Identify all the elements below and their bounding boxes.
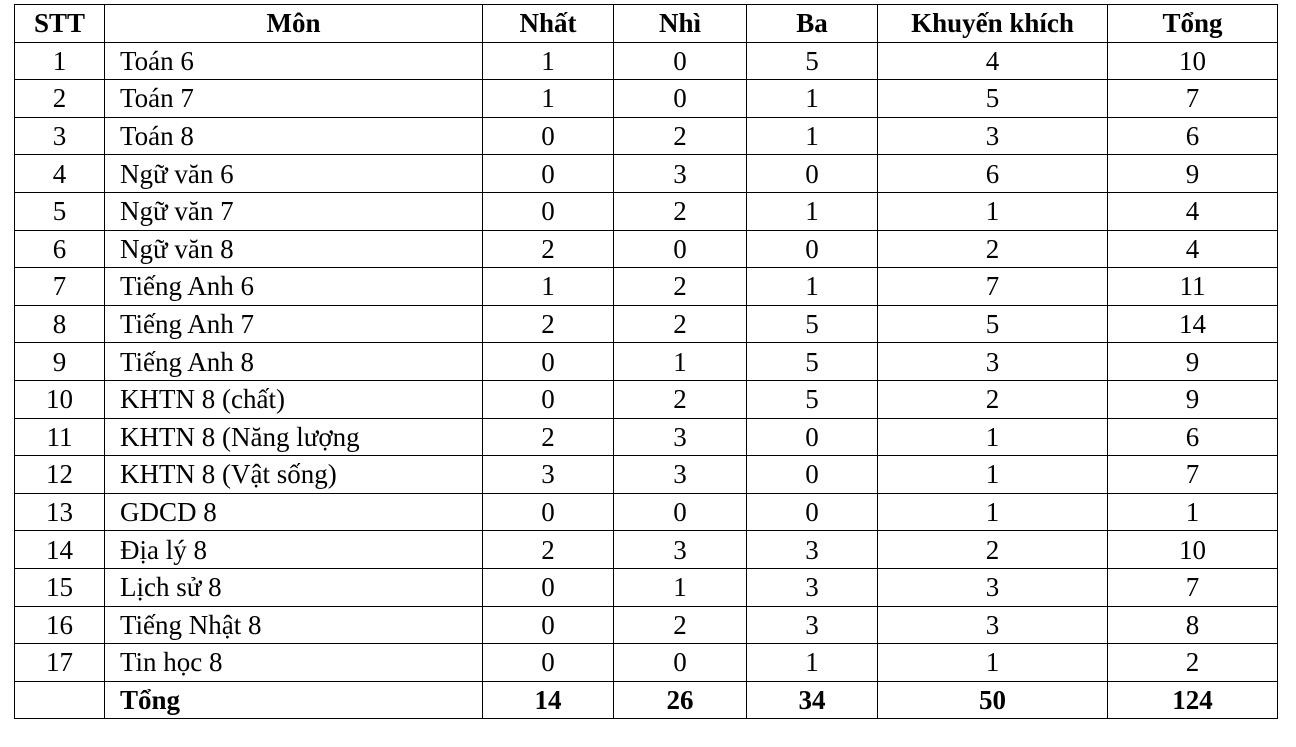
cell-first-prize: 0	[483, 343, 614, 381]
total-label: Tổng	[105, 681, 483, 719]
cell-encouragement-prize: 2	[878, 380, 1108, 418]
cell-stt: 9	[15, 343, 105, 381]
cell-subject: GDCD 8	[105, 493, 483, 531]
cell-encouragement-prize: 6	[878, 155, 1108, 193]
cell-subject: Ngữ văn 6	[105, 155, 483, 193]
table-row	[15, 380, 1278, 418]
table-row	[15, 606, 1278, 644]
cell-first-prize: 0	[483, 192, 614, 230]
cell-subject: Ngữ văn 7	[105, 192, 483, 230]
cell-subject: Toán 8	[105, 117, 483, 155]
cell-first-prize: 0	[483, 568, 614, 606]
cell-total: 4	[1108, 192, 1278, 230]
cell-total: 2	[1108, 644, 1278, 682]
cell-total: 11	[1108, 268, 1278, 306]
cell-subject: Toán 7	[105, 80, 483, 118]
cell-third-prize: 5	[747, 343, 878, 381]
header-second-prize: Nhì	[614, 5, 747, 43]
cell-stt: 11	[15, 418, 105, 456]
cell-second-prize: 2	[614, 305, 747, 343]
cell-stt: 6	[15, 230, 105, 268]
table-row	[15, 493, 1278, 531]
cell-first-prize: 0	[483, 493, 614, 531]
table-row	[15, 644, 1278, 682]
cell-third-prize: 1	[747, 80, 878, 118]
cell-stt: 8	[15, 305, 105, 343]
cell-third-prize: 5	[747, 305, 878, 343]
cell-stt: 10	[15, 380, 105, 418]
cell-total: 8	[1108, 606, 1278, 644]
cell-first-prize: 3	[483, 456, 614, 494]
award-results-table	[14, 4, 1278, 719]
cell-second-prize: 2	[614, 380, 747, 418]
cell-stt: 13	[15, 493, 105, 531]
cell-subject: Tiếng Anh 7	[105, 305, 483, 343]
cell-second-prize: 0	[614, 230, 747, 268]
cell-encouragement-prize: 3	[878, 568, 1108, 606]
cell-encouragement-prize: 3	[878, 343, 1108, 381]
cell-subject: Lịch sử 8	[105, 568, 483, 606]
cell-first-prize: 2	[483, 230, 614, 268]
cell-subject: Ngữ văn 8	[105, 230, 483, 268]
cell-first-prize: 1	[483, 42, 614, 80]
cell-third-prize: 1	[747, 117, 878, 155]
cell-encouragement-prize: 7	[878, 268, 1108, 306]
cell-stt: 12	[15, 456, 105, 494]
cell-total: 10	[1108, 42, 1278, 80]
cell-subject: Toán 6	[105, 42, 483, 80]
cell-second-prize: 3	[614, 418, 747, 456]
cell-second-prize: 1	[614, 568, 747, 606]
cell-total: 6	[1108, 418, 1278, 456]
cell-encouragement-prize: 5	[878, 305, 1108, 343]
header-subject: Môn	[105, 5, 483, 43]
cell-first-prize: 0	[483, 155, 614, 193]
cell-subject: KHTN 8 (Vật sống)	[105, 456, 483, 494]
cell-stt: 14	[15, 531, 105, 569]
cell-third-prize: 3	[747, 531, 878, 569]
table-body	[15, 42, 1278, 719]
cell-subject: Tiếng Anh 8	[105, 343, 483, 381]
table-row	[15, 456, 1278, 494]
cell-encouragement-prize: 1	[878, 644, 1108, 682]
cell-third-prize: 0	[747, 230, 878, 268]
cell-stt: 4	[15, 155, 105, 193]
cell-encouragement-prize: 2	[878, 230, 1108, 268]
cell-total: 14	[1108, 305, 1278, 343]
cell-second-prize: 2	[614, 268, 747, 306]
cell-first-prize: 0	[483, 644, 614, 682]
cell-third-prize: 5	[747, 42, 878, 80]
cell-second-prize: 0	[614, 644, 747, 682]
cell-encouragement-prize: 1	[878, 493, 1108, 531]
cell-stt: 17	[15, 644, 105, 682]
total-stt	[15, 681, 105, 719]
cell-total: 1	[1108, 493, 1278, 531]
cell-encouragement-prize: 3	[878, 117, 1108, 155]
cell-subject: Địa lý 8	[105, 531, 483, 569]
cell-third-prize: 0	[747, 418, 878, 456]
cell-encouragement-prize: 1	[878, 456, 1108, 494]
cell-encouragement-prize: 2	[878, 531, 1108, 569]
cell-total: 7	[1108, 568, 1278, 606]
table-row	[15, 268, 1278, 306]
table-header	[15, 5, 1278, 43]
cell-total: 6	[1108, 117, 1278, 155]
cell-total: 9	[1108, 343, 1278, 381]
total-first-prize: 14	[483, 681, 614, 719]
cell-total: 9	[1108, 380, 1278, 418]
cell-second-prize: 3	[614, 155, 747, 193]
table-row	[15, 155, 1278, 193]
cell-second-prize: 2	[614, 117, 747, 155]
cell-first-prize: 1	[483, 268, 614, 306]
cell-total: 9	[1108, 155, 1278, 193]
header-first-prize: Nhất	[483, 5, 614, 43]
cell-stt: 15	[15, 568, 105, 606]
header-total: Tổng	[1108, 5, 1278, 43]
cell-third-prize: 0	[747, 493, 878, 531]
cell-first-prize: 1	[483, 80, 614, 118]
cell-first-prize: 2	[483, 531, 614, 569]
cell-second-prize: 3	[614, 531, 747, 569]
cell-second-prize: 3	[614, 456, 747, 494]
cell-second-prize: 0	[614, 80, 747, 118]
cell-second-prize: 0	[614, 42, 747, 80]
total-second-prize: 26	[614, 681, 747, 719]
cell-stt: 7	[15, 268, 105, 306]
cell-total: 10	[1108, 531, 1278, 569]
cell-total: 7	[1108, 80, 1278, 118]
cell-stt: 3	[15, 117, 105, 155]
cell-first-prize: 0	[483, 380, 614, 418]
cell-first-prize: 0	[483, 606, 614, 644]
cell-stt: 2	[15, 80, 105, 118]
table-row	[15, 42, 1278, 80]
cell-subject: KHTN 8 (Năng lượng	[105, 418, 483, 456]
total-third-prize: 34	[747, 681, 878, 719]
cell-encouragement-prize: 5	[878, 80, 1108, 118]
header-stt: STT	[15, 5, 105, 43]
cell-first-prize: 0	[483, 117, 614, 155]
cell-second-prize: 2	[614, 606, 747, 644]
cell-third-prize: 0	[747, 155, 878, 193]
cell-third-prize: 3	[747, 606, 878, 644]
cell-third-prize: 1	[747, 644, 878, 682]
cell-encouragement-prize: 1	[878, 192, 1108, 230]
cell-stt: 1	[15, 42, 105, 80]
table-row	[15, 531, 1278, 569]
header-encouragement-prize: Khuyến khích	[878, 5, 1108, 43]
cell-subject: Tin học 8	[105, 644, 483, 682]
cell-first-prize: 2	[483, 418, 614, 456]
cell-subject: Tiếng Anh 6	[105, 268, 483, 306]
cell-second-prize: 1	[614, 343, 747, 381]
cell-encouragement-prize: 3	[878, 606, 1108, 644]
table-row	[15, 117, 1278, 155]
cell-encouragement-prize: 1	[878, 418, 1108, 456]
cell-second-prize: 0	[614, 493, 747, 531]
cell-total: 4	[1108, 230, 1278, 268]
total-row	[15, 681, 1278, 719]
cell-third-prize: 5	[747, 380, 878, 418]
header-row	[15, 5, 1278, 43]
table-row	[15, 568, 1278, 606]
cell-third-prize: 3	[747, 568, 878, 606]
table-row	[15, 418, 1278, 456]
cell-subject: KHTN 8 (chất)	[105, 380, 483, 418]
cell-total: 7	[1108, 456, 1278, 494]
cell-third-prize: 1	[747, 192, 878, 230]
table-row	[15, 80, 1278, 118]
header-third-prize: Ba	[747, 5, 878, 43]
cell-encouragement-prize: 4	[878, 42, 1108, 80]
table-row	[15, 305, 1278, 343]
cell-second-prize: 2	[614, 192, 747, 230]
table-row	[15, 230, 1278, 268]
total-encouragement-prize: 50	[878, 681, 1108, 719]
cell-first-prize: 2	[483, 305, 614, 343]
table-row	[15, 343, 1278, 381]
table-row	[15, 192, 1278, 230]
total-grand: 124	[1108, 681, 1278, 719]
cell-subject: Tiếng Nhật 8	[105, 606, 483, 644]
cell-third-prize: 1	[747, 268, 878, 306]
cell-stt: 16	[15, 606, 105, 644]
cell-third-prize: 0	[747, 456, 878, 494]
cell-stt: 5	[15, 192, 105, 230]
